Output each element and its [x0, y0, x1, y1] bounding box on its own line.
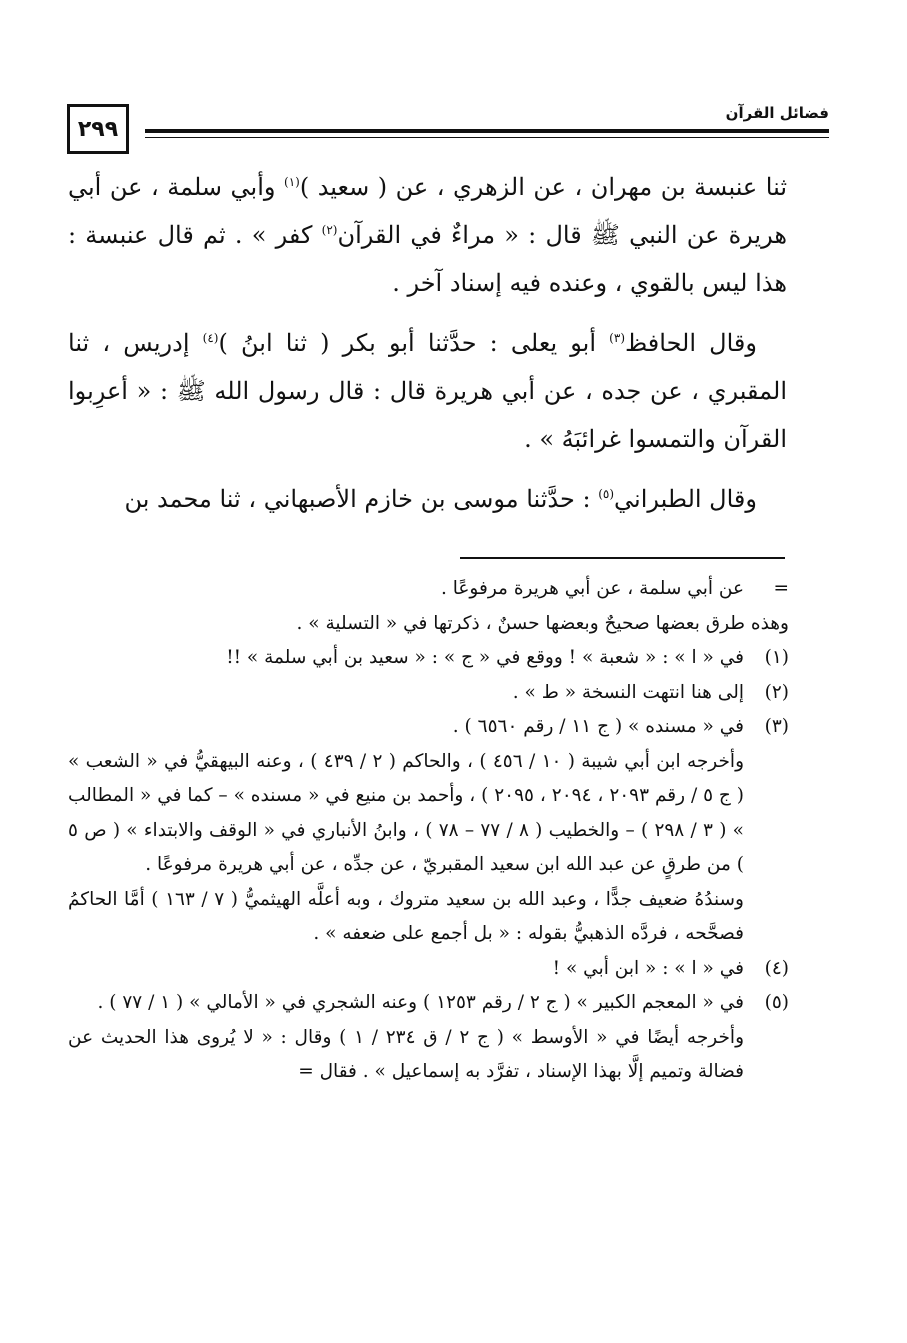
text-run: كفر » . ثم قال عنبسة : هذا ليس بالقوي ، وعنده فيه إسناد آخر .	[68, 221, 787, 297]
footnote-marker: (٣)	[764, 716, 789, 737]
footnote-text: في « المعجم الكبير » ( ج ٢ / رقم ١٢٥٣ ) وعنه الشجري في « الأمالي » ( ١ / ٧٧ ) .	[97, 992, 744, 1013]
footnote-5	[68, 986, 789, 1090]
footnote-marker: (٤)	[764, 957, 789, 979]
text-run: وقال الطبراني	[614, 485, 757, 513]
footnote-text: في « مسنده » ( ج ١١ / رقم ٦٥٦٠ ) .	[452, 716, 744, 737]
paragraph-2	[68, 319, 787, 463]
footnote-text: في « ا » : « شعبة » ! ووقع في « ج » : « سعيد بن أبي سلمة » !!	[226, 647, 744, 668]
footnote-1	[68, 641, 789, 676]
header-rule	[145, 129, 829, 133]
footnote-text: في « ا » : « ابن أبي » !	[552, 957, 744, 979]
footnote-text: عن أبي سلمة ، عن أبي هريرة مرفوعًا .	[440, 578, 744, 599]
main-text	[68, 163, 787, 523]
text-run: أبو يعلى : حدَّثنا أبو بكر ( ثنا ابنُ )	[218, 329, 610, 357]
text-run: أبي هريرة عن النبي ﷺ قال : « مراءٌ في القرآن	[68, 173, 787, 249]
footnote-ref[interactable]: (٥)	[598, 487, 615, 501]
footnote-marker: (٥)	[764, 992, 789, 1013]
footnote-text: وهذه طرق بعضها صحيحٌ وبعضها حسنٌ ، ذكرتها في « التسلية » .	[296, 612, 789, 634]
footnotes	[68, 572, 789, 1090]
footnote-marker: (٢)	[764, 681, 789, 703]
footnote-ref[interactable]: (١)	[284, 175, 300, 189]
footnote-text: إلى هنا انتهت النسخة « ط » .	[512, 681, 744, 703]
footnote-3	[68, 710, 789, 952]
paragraph-1	[68, 163, 787, 307]
footnote-continuation	[68, 572, 789, 607]
footnote-2	[68, 676, 789, 711]
footnote-ref[interactable]: (٣)	[609, 331, 625, 345]
footnote-separator	[460, 557, 785, 559]
text-run: إدريس ، ثنا المقبري ، عن جده ، عن أبي هريرة قال : قال رسول الله ﷺ : « أعرِبوا القرآن والتمسوا غرائبَهُ » .	[68, 329, 787, 453]
footnote-text: وسندُهُ ضعيف جدًّا ، وعبد الله بن سعيد متروك ، وبه أعلَّه الهيثميُّ ( ٧ / ١٦٣ ) أمَّا الحاكمُ فصحَّحه ، فردَّه الذهبيُّ بقوله : « بل أجمع على ضعفه » .	[68, 888, 744, 944]
page-number: ٢٩٩	[67, 104, 129, 154]
paragraph-3	[68, 475, 787, 523]
text-run: وأبي سلمة ، عن	[109, 173, 284, 201]
footnote-continuation-text	[68, 607, 789, 642]
header-rule-thin	[145, 137, 829, 138]
footnote-text: وأخرجه أيضًا في « الأوسط » ( ج ٢ / ق ٢٣٤ / ١ ) وقال : « لا يُروى هذا الحديث عن فضالة وتميم إلَّا بهذا الإسناد ، تفرَّد به إسماعيل » . فقال =	[68, 1026, 744, 1082]
footnote-marker: (١)	[764, 647, 789, 668]
footnote-ref[interactable]: (٤)	[202, 331, 219, 345]
continuation-marker: =	[773, 578, 789, 599]
text-run: ثنا عنبسة بن مهران ، عن الزهري ، عن ( سعيد )	[299, 173, 787, 201]
footnote-text: وأخرجه ابن أبي شيبة ( ١٠ / ٤٥٦ ) ، والحاكم ( ٢ / ٤٣٩ ) ، وعنه البيهقيُّ في « الشعب » ( ج ٥ / رقم ٢٠٩٣ ، ٢٠٩٤ ، ٢٠٩٥ ) ، وأحمد بن منيع في « مسنده » – كما في « المطالب » ( ٣ / ٢٩٨ ) – والخطيب ( ٨ / ٧٧ – ٧٨ ) ، وابنُ الأنباري في « الوقف والابتداء » ( ص ٥ ) من طرقٍ عن عبد الله ابن سعيد المقبريّ ، عن جدِّه ، عن أبي هريرة مرفوعًا .	[68, 750, 745, 875]
footnote-4	[68, 952, 789, 987]
footnote-ref[interactable]: (٢)	[321, 223, 338, 237]
running-title: فضائل القرآن	[725, 104, 829, 122]
text-run: : حدَّثنا موسى بن خازم الأصبهاني ، ثنا محمد بن	[124, 485, 599, 513]
text-run: وقال الحافظ	[625, 329, 757, 357]
